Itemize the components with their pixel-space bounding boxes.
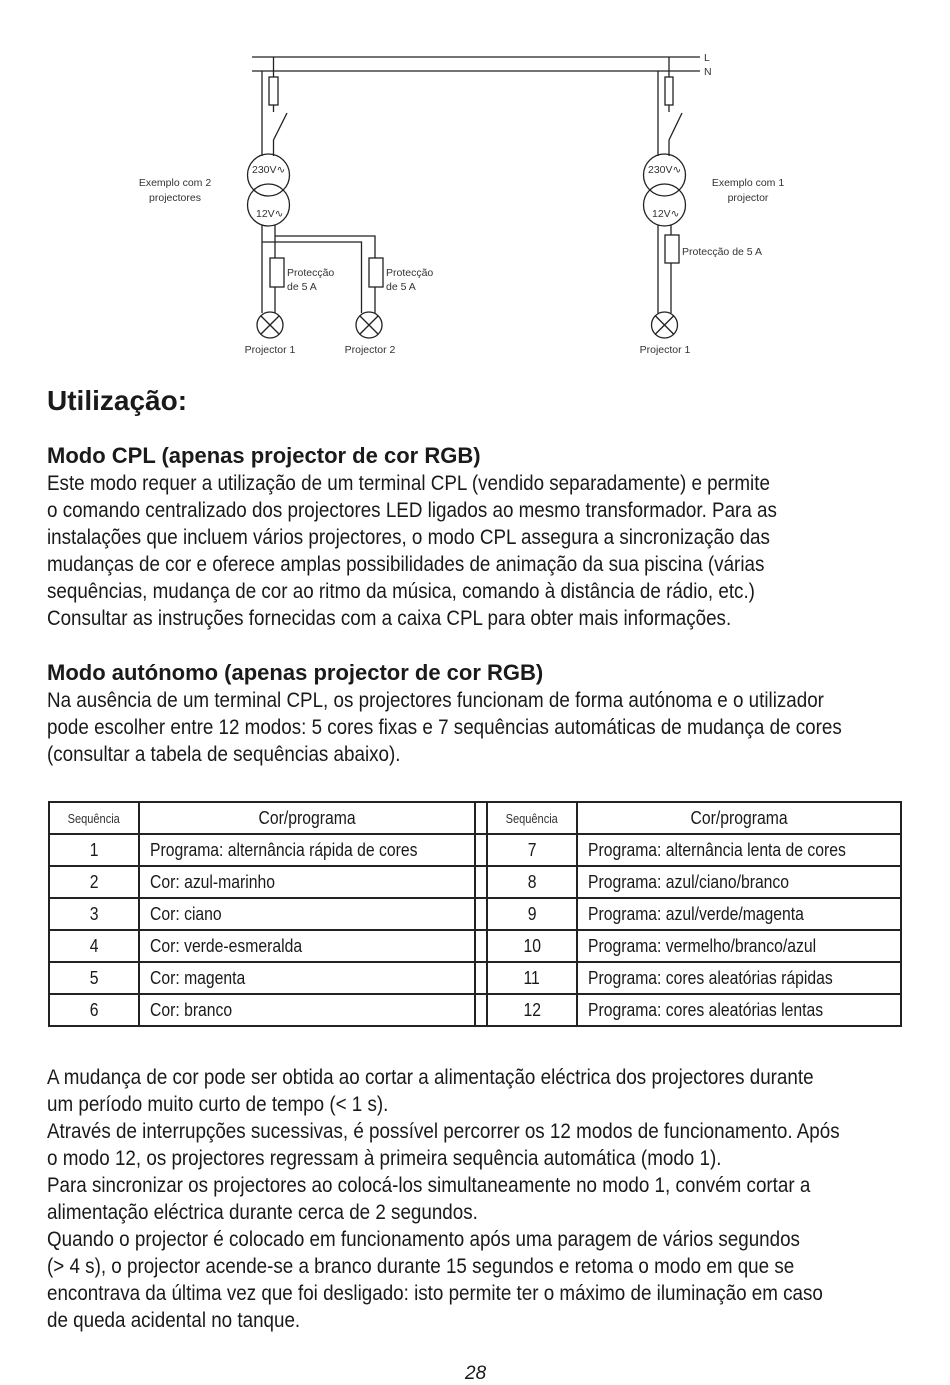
text-line: Na ausência de um terminal CPL, os projectores funcionam de forma autónoma e o utilizador (47, 688, 824, 712)
text-line: Quando o projector é colocado em funcionamento após uma paragem de vários segundos (47, 1227, 800, 1251)
protection-label: Protecção (287, 267, 335, 279)
seq-program: Programa: cores aleatórias lentas (587, 999, 823, 1020)
right-caption: projector (727, 192, 769, 204)
switch-icon (669, 113, 682, 140)
seq-number: 5 (89, 967, 99, 988)
protection-label: Protecção de 5 A (682, 246, 762, 258)
table-row (49, 834, 901, 866)
text-line: o comando centralizado dos projectores LED ligados ao mesmo transformador. Para as (47, 498, 777, 522)
autonomo-heading: Modo autónomo (apenas projector de cor RGB) (47, 660, 544, 685)
column-header-sequence: Sequência (67, 810, 121, 826)
protection-label: de 5 A (287, 281, 317, 293)
protection-label: Protecção (386, 267, 434, 279)
page-title: Utilização: (47, 385, 188, 416)
seq-number: 12 (523, 999, 541, 1020)
sequence-table (48, 801, 902, 1027)
page-number: 28 (465, 1363, 487, 1384)
seq-program: Cor: verde-esmeralda (150, 935, 303, 956)
protection-label: de 5 A (386, 281, 416, 293)
text-line: de queda acidental no tanque. (47, 1308, 301, 1332)
text-line: instalações que incluem vários projectores, o modo CPL assegura a sincronização das (47, 525, 770, 549)
seq-number: 6 (89, 999, 99, 1020)
switch-icon (274, 113, 288, 140)
transformer-primary-label: 230V∿ (648, 164, 682, 176)
lamp-icon (356, 312, 382, 338)
text-line: Este modo requer a utilização de um terminal CPL (vendido separadamente) e permite (47, 471, 770, 495)
text-line: (> 4 s), o projector acende-se a branco durante 15 segundos e retoma o modo em que se (47, 1254, 795, 1278)
column-header-sequence: Sequência (505, 810, 558, 826)
cpl-paragraph (47, 470, 881, 632)
seq-number: 4 (89, 935, 99, 956)
column-header-program: Cor/programa (258, 807, 356, 828)
fuse-icon (665, 77, 673, 105)
transformer-secondary-label: 12V∿ (652, 208, 680, 220)
text-line: Através de interrupções sucessivas, é possível percorrer os 12 modos de funcionamento. Após (47, 1119, 840, 1143)
seq-program: Programa: alternância lenta de cores (587, 839, 846, 860)
text-line: (consultar a tabela de sequências abaixo). (47, 742, 401, 766)
seq-number: 1 (89, 839, 99, 860)
seq-program: Programa: azul/verde/magenta (587, 903, 804, 924)
seq-program: Cor: branco (150, 999, 233, 1020)
text-line: encontrava da última vez que foi desligado: isto permite ter o máximo de iluminação em caso (47, 1281, 823, 1305)
table-row (49, 962, 901, 994)
seq-program: Programa: vermelho/branco/azul (587, 935, 816, 956)
right-caption: Exemplo com 1 (711, 177, 785, 189)
text-line: A mudança de cor pode ser obtida ao cortar a alimentação eléctrica dos projectores durante (47, 1065, 814, 1089)
table-header (49, 802, 901, 834)
seq-number: 8 (527, 871, 537, 892)
projector-label: Projector 2 (344, 344, 396, 356)
seq-number: 11 (523, 967, 540, 988)
seq-program: Cor: magenta (150, 967, 246, 988)
seq-program: Programa: cores aleatórias rápidas (587, 967, 833, 988)
label-L: L (704, 52, 710, 64)
table-row (49, 994, 901, 1026)
fuse-icon (369, 258, 383, 287)
text-line: alimentação eléctrica durante cerca de 2 segundos. (47, 1200, 478, 1224)
projector-label: Projector 1 (244, 344, 296, 356)
table-row (49, 866, 901, 898)
transformer-secondary-label: 12V∿ (256, 208, 284, 220)
fuse-icon (269, 77, 278, 105)
table-row (49, 898, 901, 930)
lamp-icon (257, 312, 283, 338)
left-caption: Exemplo com 2 (138, 177, 212, 189)
transformer-primary-label: 230V∿ (252, 164, 286, 176)
seq-number: 3 (89, 903, 99, 924)
seq-program: Cor: azul-marinho (150, 871, 275, 892)
text-line: o modo 12, os projectores regressam à primeira sequência automática (modo 1). (47, 1146, 722, 1170)
left-caption: projectores (149, 192, 201, 204)
label-N: N (704, 66, 712, 78)
seq-number: 7 (527, 839, 537, 860)
text-line: um período muito curto de tempo (< 1 s). (47, 1092, 389, 1116)
text-line: pode escolher entre 12 modos: 5 cores fixas e 7 sequências automáticas de mudança de cores (47, 715, 842, 739)
seq-number: 9 (527, 903, 537, 924)
seq-number: 2 (89, 871, 99, 892)
cpl-heading: Modo CPL (apenas projector de cor RGB) (47, 443, 481, 468)
autonomo-paragraph (47, 687, 950, 768)
lamp-icon (652, 312, 678, 338)
seq-program: Programa: azul/ciano/branco (587, 871, 789, 892)
table-row (49, 930, 901, 962)
text-line: mudanças de cor e oferece amplas possibilidades de animação da sua piscina (várias (47, 552, 765, 576)
column-header-program: Cor/programa (690, 807, 788, 828)
wiring-diagram (0, 0, 950, 370)
fuse-icon (270, 258, 284, 287)
text-line: Consultar as instruções fornecidas com a caixa CPL para obter mais informações. (47, 606, 732, 630)
fuse-icon (665, 235, 679, 263)
seq-program: Cor: ciano (150, 903, 222, 924)
seq-number: 10 (523, 935, 541, 956)
text-line: Para sincronizar os projectores ao colocá-los simultaneamente no modo 1, convém cortar a (47, 1173, 811, 1197)
projector-label: Projector 1 (639, 344, 691, 356)
seq-program: Programa: alternância rápida de cores (150, 839, 418, 860)
text-line: sequências, mudança de cor ao ritmo da música, comando à distância de rádio, etc.) (47, 579, 755, 603)
notes-paragraph (47, 1064, 950, 1334)
